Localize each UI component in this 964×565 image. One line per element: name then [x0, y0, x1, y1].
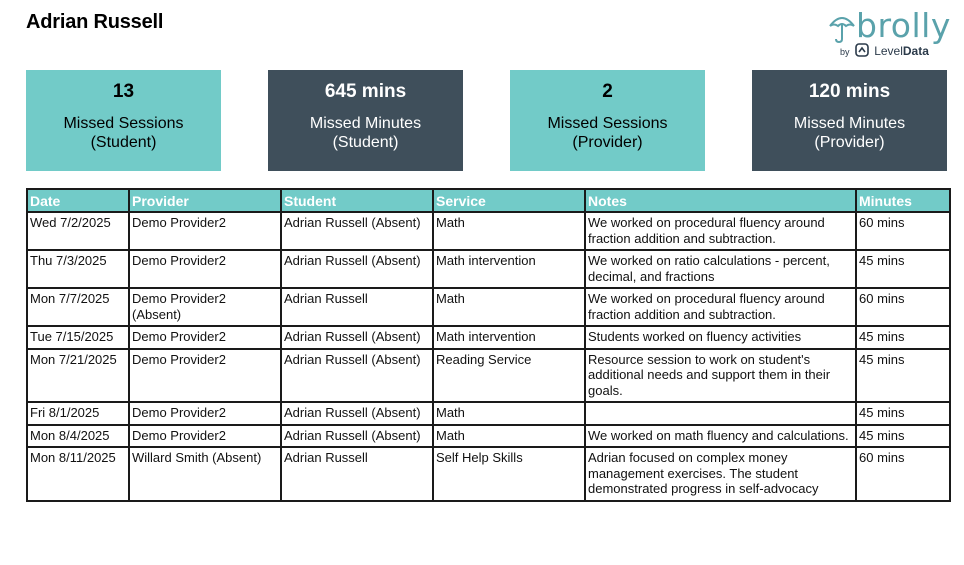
stat-label-line2: (Provider): [572, 134, 643, 151]
logo-byline: [840, 43, 929, 58]
stat-card-missed-sessions-student: [26, 70, 221, 171]
column-header-date: Date: [27, 189, 129, 212]
cell-student: Adrian Russell (Absent): [281, 250, 433, 288]
sessions-table: [26, 188, 951, 502]
umbrella-icon: [828, 12, 856, 44]
table-row: [27, 349, 950, 403]
cell-student: Adrian Russell (Absent): [281, 425, 433, 448]
leveldata-icon: [855, 43, 869, 57]
cell-date: Mon 7/21/2025: [27, 349, 129, 403]
cell-student: Adrian Russell (Absent): [281, 402, 433, 425]
stat-label-line1: Missed Sessions: [63, 115, 184, 132]
logo-level: Level: [874, 44, 903, 58]
stat-card-missed-sessions-provider: [510, 70, 705, 171]
cell-student: Adrian Russell: [281, 288, 433, 326]
stat-label: [268, 114, 463, 152]
cell-service: Math: [433, 212, 585, 250]
cell-student: Adrian Russell (Absent): [281, 349, 433, 403]
table-row: [27, 212, 950, 250]
cell-date: Mon 8/4/2025: [27, 425, 129, 448]
stat-label-line1: Missed Minutes: [309, 115, 422, 132]
cell-date: Thu 7/3/2025: [27, 250, 129, 288]
stat-label: [752, 114, 947, 152]
cell-service: Reading Service: [433, 349, 585, 403]
cell-notes: Resource session to work on student's additional needs and support them in their goals.: [585, 349, 856, 403]
cell-minutes: 45 mins: [856, 250, 950, 288]
cell-provider: Demo Provider2: [129, 326, 281, 349]
cell-service: Math: [433, 425, 585, 448]
table-header-row: [27, 189, 950, 212]
column-header-student: Student: [281, 189, 433, 212]
cell-notes: We worked on math fluency and calculations.: [585, 425, 856, 448]
logo-wordmark: brolly: [856, 6, 951, 45]
cell-date: Mon 7/7/2025: [27, 288, 129, 326]
cell-minutes: 45 mins: [856, 326, 950, 349]
cell-provider: Demo Provider2: [129, 250, 281, 288]
cell-minutes: 45 mins: [856, 425, 950, 448]
cell-minutes: 45 mins: [856, 402, 950, 425]
cell-student: Adrian Russell (Absent): [281, 212, 433, 250]
cell-service: Self Help Skills: [433, 447, 585, 501]
page-title: Adrian Russell: [26, 11, 164, 33]
stat-value: 13: [112, 81, 135, 102]
column-header-minutes: Minutes: [856, 189, 950, 212]
cell-date: Tue 7/15/2025: [27, 326, 129, 349]
logo-by: by: [840, 47, 850, 57]
cell-provider: Demo Provider2: [129, 349, 281, 403]
stat-card-missed-minutes-student: [268, 70, 463, 171]
table-row: [27, 250, 950, 288]
column-header-notes: Notes: [585, 189, 856, 212]
cell-notes: [585, 402, 856, 425]
cell-minutes: 45 mins: [856, 349, 950, 403]
cell-notes: We worked on procedural fluency around fraction addition and subtraction.: [585, 212, 856, 250]
stat-label-line1: Missed Minutes: [793, 115, 906, 132]
cell-provider: Demo Provider2 (Absent): [129, 288, 281, 326]
cell-service: Math: [433, 288, 585, 326]
cell-provider: Demo Provider2: [129, 212, 281, 250]
stat-value: 2: [602, 81, 613, 102]
stat-label-line2: (Provider): [814, 134, 885, 151]
cell-service: Math intervention: [433, 326, 585, 349]
cell-provider: Demo Provider2: [129, 402, 281, 425]
cell-service: Math intervention: [433, 250, 585, 288]
stat-label-line2: (Student): [90, 134, 157, 151]
logo-data: Data: [902, 44, 929, 58]
table-row: [27, 447, 950, 501]
table-row: [27, 288, 950, 326]
stat-label-line1: Missed Sessions: [547, 115, 668, 132]
cell-provider: Demo Provider2: [129, 425, 281, 448]
cell-date: Wed 7/2/2025: [27, 212, 129, 250]
cell-minutes: 60 mins: [856, 212, 950, 250]
table-row: [27, 402, 950, 425]
table-row: [27, 326, 950, 349]
cell-student: Adrian Russell: [281, 447, 433, 501]
stat-label-line2: (Student): [332, 134, 399, 151]
cell-date: Mon 8/11/2025: [27, 447, 129, 501]
stat-value: 645 mins: [324, 81, 407, 102]
cell-student: Adrian Russell (Absent): [281, 326, 433, 349]
cell-minutes: 60 mins: [856, 288, 950, 326]
cell-date: Fri 8/1/2025: [27, 402, 129, 425]
column-header-provider: Provider: [129, 189, 281, 212]
cell-notes: Students worked on fluency activities: [585, 326, 856, 349]
stat-value: 120 mins: [808, 81, 891, 102]
cell-minutes: 60 mins: [856, 447, 950, 501]
column-header-service: Service: [433, 189, 585, 212]
stat-card-missed-minutes-provider: [752, 70, 947, 171]
cell-notes: We worked on procedural fluency around fraction addition and subtraction.: [585, 288, 856, 326]
brolly-logo: [826, 8, 950, 60]
cell-service: Math: [433, 402, 585, 425]
stat-label: [26, 114, 221, 152]
cell-provider: Willard Smith (Absent): [129, 447, 281, 501]
table-row: [27, 425, 950, 448]
cell-notes: We worked on ratio calculations - percent, decimal, and fractions: [585, 250, 856, 288]
stat-label: [510, 114, 705, 152]
cell-notes: Adrian focused on complex money management exercises. The student demonstrated progress in self-advocacy: [585, 447, 856, 501]
